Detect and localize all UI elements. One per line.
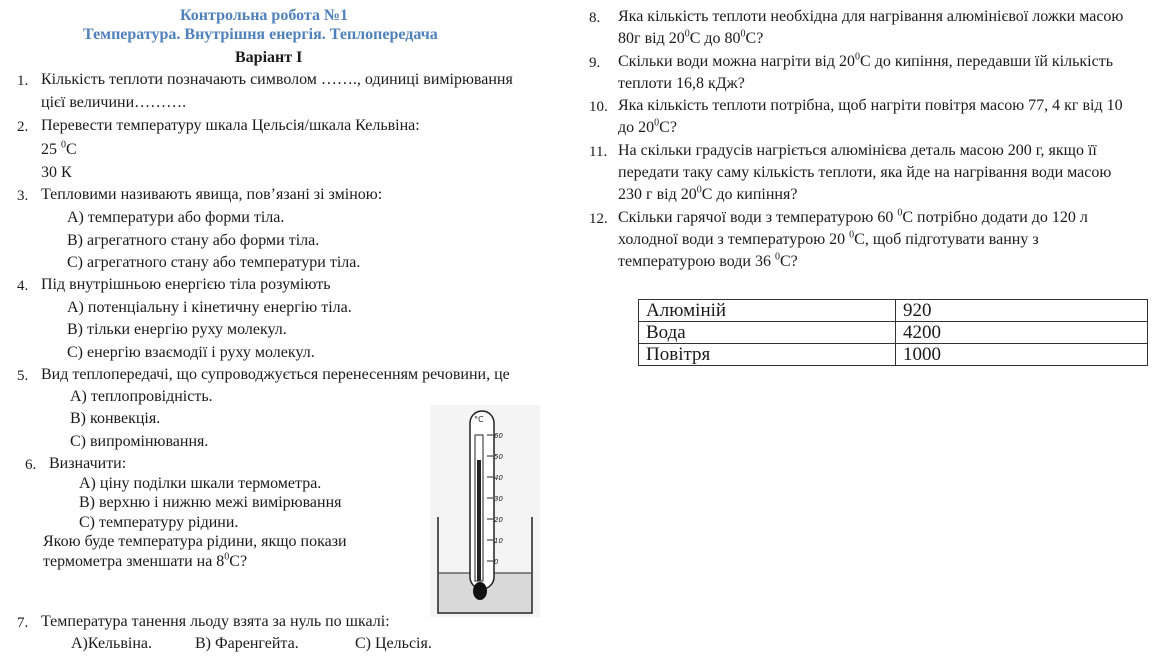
answer-option: С) агрегатного стану або температури тіла. — [67, 254, 361, 271]
answer-option: В) верхню і нижню межі вимірювання — [79, 494, 342, 511]
question-number: 9. — [589, 55, 601, 71]
question-text: Скільки гарячої води з температурою 60 $^0$С потрібно додати до 120 л — [618, 207, 1088, 226]
question-number: 3. — [17, 188, 29, 204]
question-number: 7. — [17, 615, 29, 631]
question-text: до $20^0С$? — [618, 117, 677, 136]
table-row — [639, 322, 1148, 344]
answer-option: С) випромінювання. — [70, 433, 209, 450]
temperature-value-1: 25 $^0$С — [41, 139, 77, 158]
question-text: Кількість теплоти позначають символом ……., одиниці вимірювання — [41, 71, 513, 88]
question-text: передати таку саму кількість теплоти, яка йде на нагрівання води масою — [618, 164, 1112, 181]
thermometer-tick-label: 30 — [494, 495, 503, 503]
answer-option: А) температури або форми тіла. — [67, 209, 285, 226]
question-text: холодної води з температурою 20 $^0$С, щоб підготувати ванну з — [618, 229, 1039, 248]
question-text: 80г від $20^0С$ до $80^0С$? — [618, 28, 764, 47]
material-name: Вода — [639, 322, 896, 344]
thermometer-illustration — [430, 405, 540, 617]
question-text: Якою буде температура рідини, якщо покази — [43, 533, 347, 550]
question-text: температурою води 36 $^0$С? — [618, 251, 798, 270]
question-text: Яка кількість теплоти потрібна, щоб нагріти повітря масою 77, 4 кг від 10 — [618, 97, 1123, 114]
worksheet-title: Контрольна робота №1 — [180, 7, 349, 24]
question-number: 12. — [589, 211, 608, 227]
question-text: Температура танення льоду взята за нуль по шкалі: — [41, 613, 390, 630]
thermometer-tick-label: 50 — [494, 453, 503, 461]
answer-option: С) енергію взаємодії і руху молекул. — [67, 344, 315, 361]
worksheet-subtitle: Температура. Внутрішня енергія. Теплопередача — [83, 26, 438, 43]
thermometer-tick-label: 20 — [494, 516, 503, 524]
question-text: На скільки градусів нагріється алюмінієва деталь масою 200 г, якщо її — [618, 142, 1097, 159]
material-value: 1000 — [896, 344, 1148, 366]
question-number: 10. — [589, 99, 608, 115]
question-number: 8. — [589, 10, 601, 26]
question-number: 2. — [17, 119, 29, 135]
answer-option: С) температуру рідини. — [79, 514, 239, 531]
specific-heat-table — [638, 299, 1148, 366]
thermometer-tick-label: 40 — [494, 474, 503, 482]
question-text: Скільки води можна нагріти від $20^0С$ до кипіння, передавши їй кількість — [618, 51, 1114, 70]
question-text: Визначити: — [49, 455, 127, 472]
thermometer-unit: °C — [474, 415, 484, 424]
thermometer-tick-label: 10 — [494, 537, 503, 545]
question-number: 6. — [25, 457, 37, 473]
question-number: 11. — [589, 144, 608, 160]
material-value: 920 — [896, 300, 1148, 322]
question-text: теплоти 16,8 кДж? — [618, 75, 745, 92]
table-row — [639, 300, 1148, 322]
table-row — [639, 344, 1148, 366]
answer-option: А) потенціальну і кінетичну енергію тіла. — [67, 299, 352, 316]
answer-option: А) ціну поділки шкали термометра. — [79, 475, 322, 492]
thermometer-tick-label: 60 — [494, 432, 503, 440]
answer-option: С) Цельсія. — [355, 635, 432, 652]
question-text: цієї величини………. — [41, 94, 187, 111]
thermometer-tick-label: 0 — [494, 558, 499, 566]
question-text: Під внутрішньою енергією тіла розуміють — [41, 276, 331, 293]
variant-label: Варіант І — [235, 49, 303, 66]
question-text: Яка кількість теплоти необхідна для нагрівання алюмінієвої ложки масою — [618, 8, 1124, 25]
temperature-value-2: 30 К — [41, 164, 72, 181]
material-name: Повітря — [639, 344, 896, 366]
answer-option: В) агрегатного стану або форми тіла. — [67, 232, 320, 249]
question-number: 5. — [17, 368, 29, 384]
answer-option: В) тільки енергію руху молекул. — [67, 321, 287, 338]
question-text: Тепловими називають явища, пов’язані зі зміною: — [41, 186, 383, 203]
answer-option: А) теплопровідність. — [70, 388, 213, 405]
question-text: термометра зменшати на $8^0С$? — [43, 551, 248, 570]
question-number: 4. — [17, 278, 29, 294]
material-name: Алюміній — [639, 300, 896, 322]
answer-option: А)Кельвіна. — [71, 635, 152, 652]
question-text: Перевести температуру шкала Цельсія/шкала Кельвіна: — [41, 117, 420, 134]
answer-option: В) Фаренгейта. — [195, 635, 299, 652]
material-value: 4200 — [896, 322, 1148, 344]
answer-option: В) конвекція. — [70, 410, 161, 427]
question-text: 230 г від $20^0С$ до кипіння? — [618, 184, 798, 203]
question-number: 1. — [17, 73, 29, 89]
question-text: Вид теплопередачі, що супроводжується перенесенням речовини, це — [41, 366, 510, 383]
